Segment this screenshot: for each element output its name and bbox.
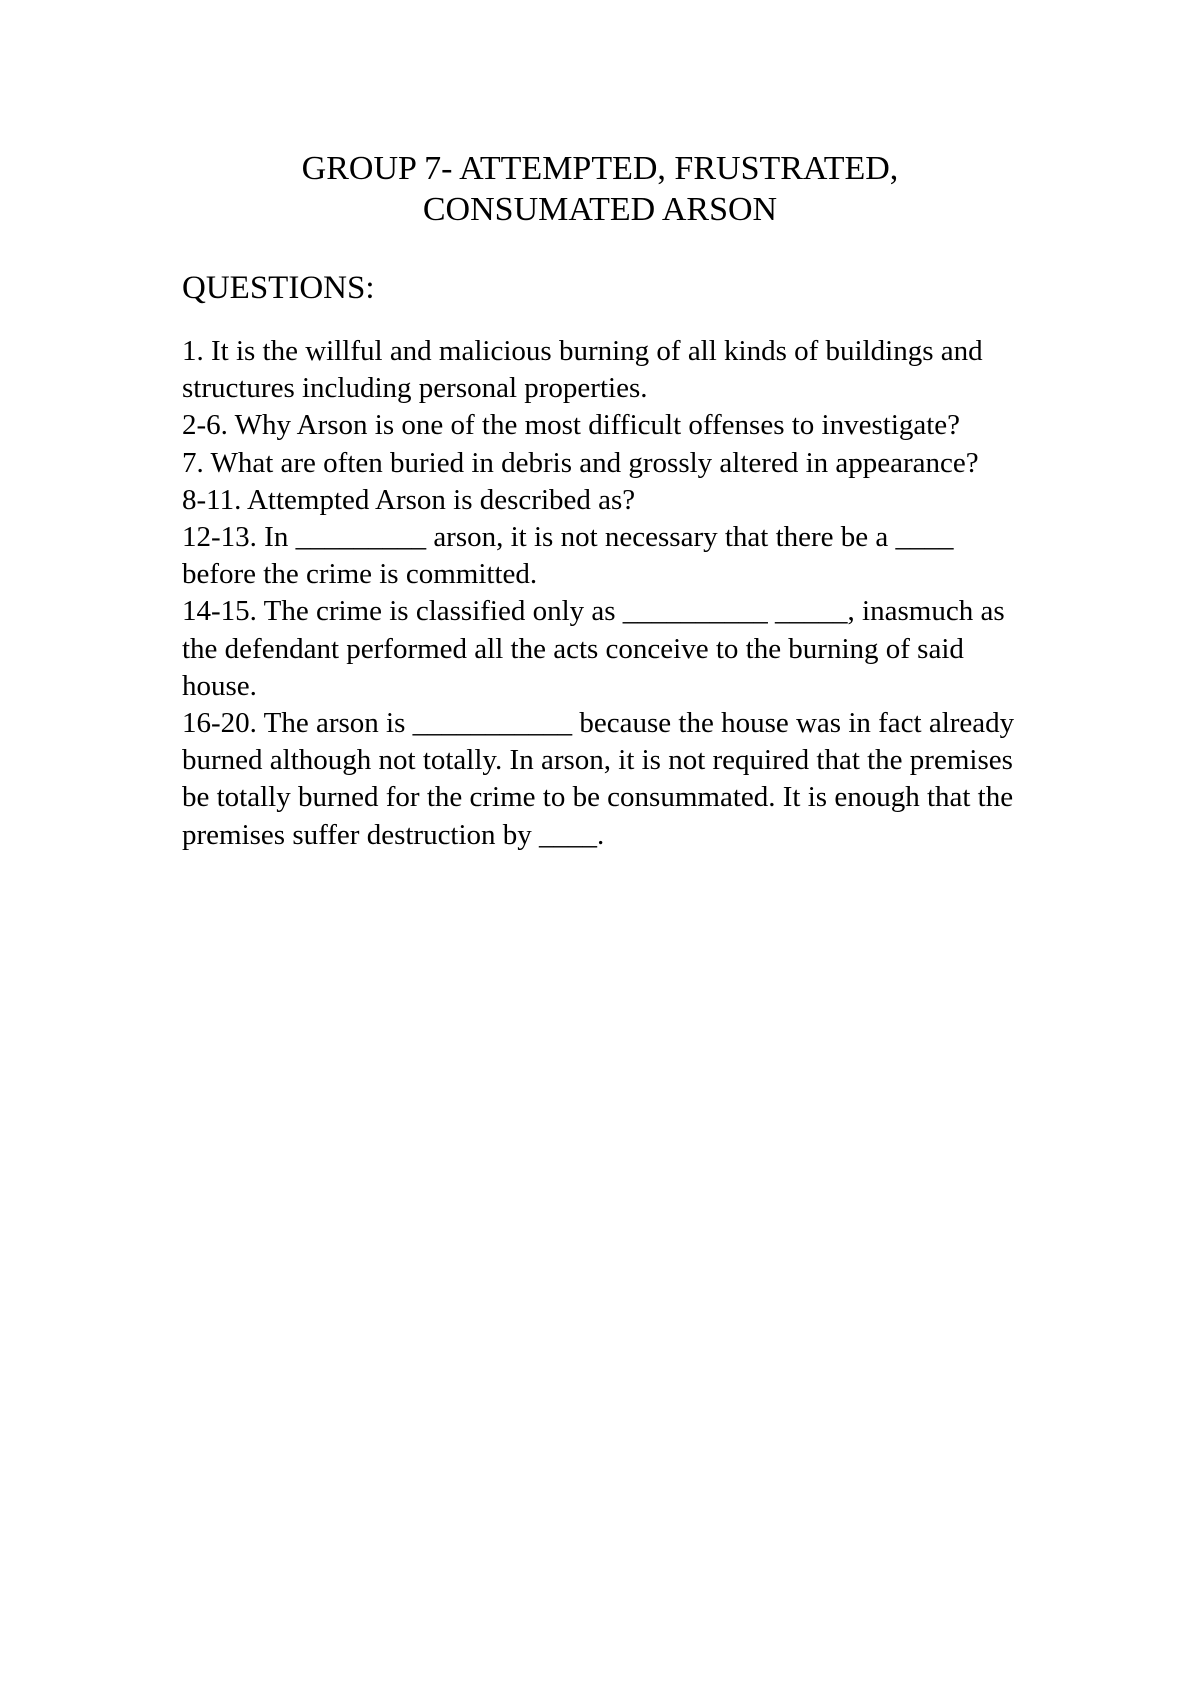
questions-heading: QUESTIONS: bbox=[182, 270, 375, 306]
document-title bbox=[0, 148, 1200, 230]
question-item: 7. What are often buried in debris and grossly altered in appearance? bbox=[182, 446, 979, 479]
title-line-1: GROUP 7- ATTEMPTED, FRUSTRATED, bbox=[301, 150, 899, 187]
title-line-2: CONSUMATED ARSON bbox=[422, 191, 778, 228]
question-item: 14-15. The crime is classified only as __________ _____, inasmuch as the defendant performed all the acts conceive to the burning of said house. bbox=[182, 595, 1005, 702]
question-list bbox=[182, 333, 1032, 854]
question-item: 16-20. The arson is ___________ because the house was in fact already burned although not totally. In arson, it is not required that the premises be totally burned for the crime to be consummated. It is enough that the premises suffer destruction by ____. bbox=[182, 707, 1015, 851]
question-item: 2-6. Why Arson is one of the most difficult offenses to investigate? bbox=[182, 409, 961, 442]
question-item: 12-13. In _________ arson, it is not necessary that there be a ____ before the crime is committed. bbox=[182, 521, 954, 591]
question-item: 8-11. Attempted Arson is described as? bbox=[182, 483, 636, 516]
question-item: 1. It is the willful and malicious burning of all kinds of buildings and structures including personal properties. bbox=[182, 335, 983, 405]
